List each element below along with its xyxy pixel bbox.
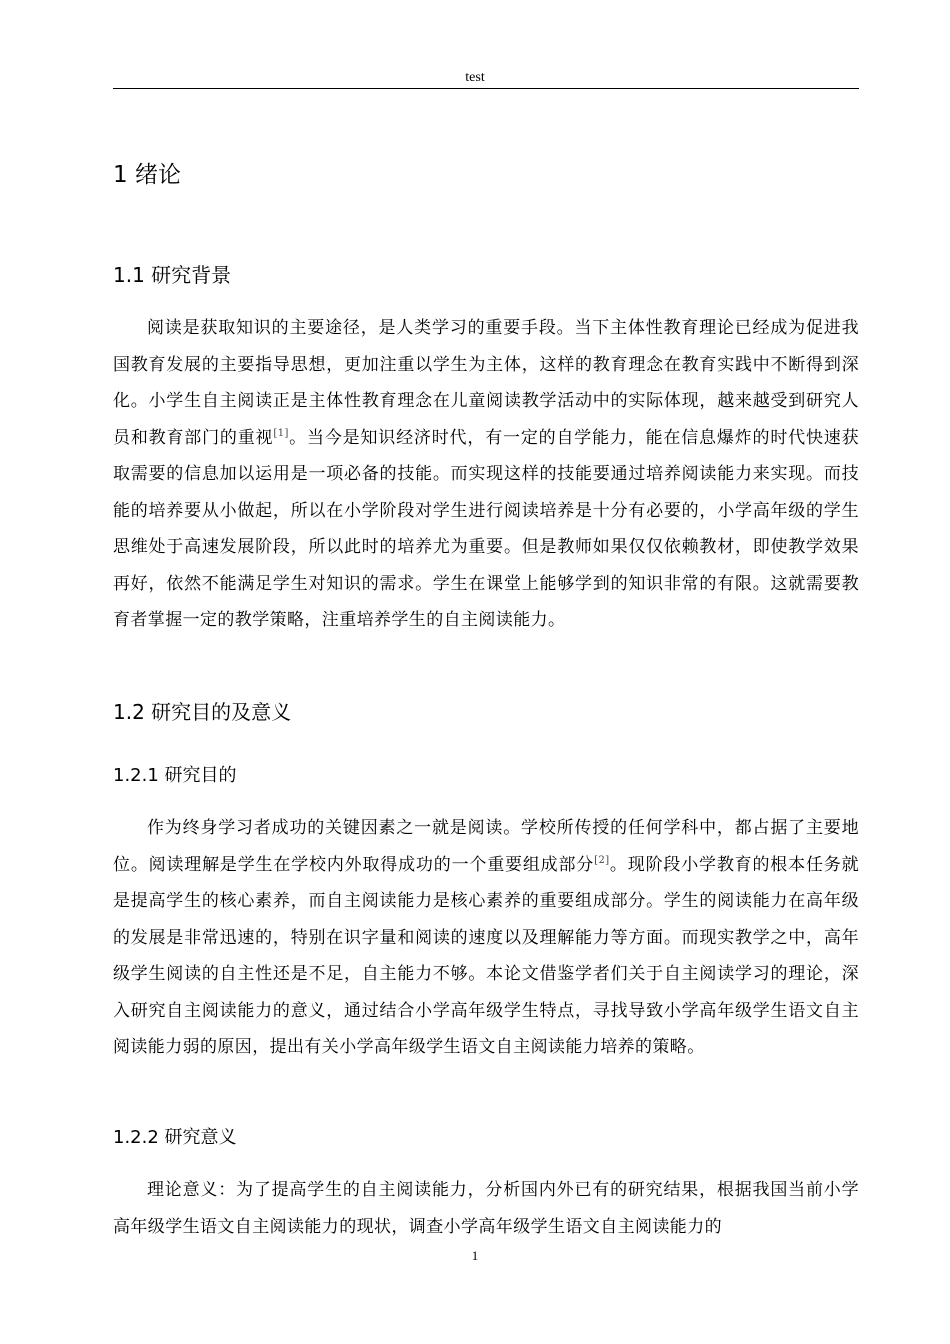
aim-paragraph [113, 810, 859, 1066]
background-paragraph [113, 310, 859, 639]
header-divider [113, 88, 859, 89]
section-heading-purpose: 1.2 研究目的及意义 [113, 700, 292, 724]
page-number: 1 [471, 1248, 479, 1263]
chapter-heading: 1 绪论 [113, 162, 181, 188]
citation-marker-2: [2] [594, 854, 610, 866]
aim-paragraph-text-2: 。现阶段小学教育的根本任务就是提高学生的核心素养，而自主阅读能力是核心素养的重要组成部分。学生的阅读能力在高年级的发展是非常迅速的，特别在识字量和阅读的速度以及理解能力等方面。而现实教学之中，高年级学生阅读的自主性还是不足，自主能力不够。本论文借鉴学者们关于自主阅读学习的理论，深入研究自主阅读能力的意义，通过结合小学高年级学生特点，寻找导致小学高年级学生语文自主阅读能力弱的原因，提出有关小学高年级学生语文自主阅读能力培养的策略。 [113, 854, 859, 1057]
significance-paragraph: 理论意义：为了提高学生的自主阅读能力，分析国内外已有的研究结果，根据我国当前小学高年级学生语文自主阅读能力的现状，调查小学高年级学生语文自主阅读能力的 [113, 1180, 859, 1237]
subsection-heading-aim: 1.2.1 研究目的 [113, 765, 237, 786]
section-heading-background: 1.1 研究背景 [113, 263, 232, 287]
subsection-heading-significance: 1.2.2 研究意义 [113, 1127, 237, 1148]
citation-marker-1: [1] [273, 427, 289, 439]
background-paragraph-text-1: 阅读是获取知识的主要途径，是人类学习的重要手段。当下主体性教育理论已经成为促进我国教育发展的主要指导思想，更加注重以学生为主体，这样的教育理念在教育实践中不断得到深化。小学生自主阅读正是主体性教育理念在儿童阅读教学活动中的实际体现，越来越受到研究人员和教育部门的重视 [113, 318, 859, 448]
aim-paragraph-text-1: 作为终身学习者成功的关键因素之一就是阅读。学校所传授的任何学科中，都占据了主要地位。阅读理解是学生在学校内外取得成功的一个重要组成部分 [113, 818, 859, 875]
background-paragraph-text-2: 。当今是知识经济时代，有一定的自学能力，能在信息爆炸的时代快速获取需要的信息加以运用是一项必备的技能。而实现这样的技能要通过培养阅读能力来实现。而技能的培养要从小做起，所以在小学阶段对学生进行阅读培养是十分有必要的，小学高年级的学生思维处于高速发展阶段，所以此时的培养尤为重要。但是教师如果仅仅依赖教材，即使教学效果再好，依然不能满足学生对知识的需求。学生在课堂上能够学到的知识非常的有限。这就需要教育者掌握一定的教学策略，注重培养学生的自主阅读能力。 [113, 427, 859, 630]
page-header-title: test [465, 70, 485, 85]
